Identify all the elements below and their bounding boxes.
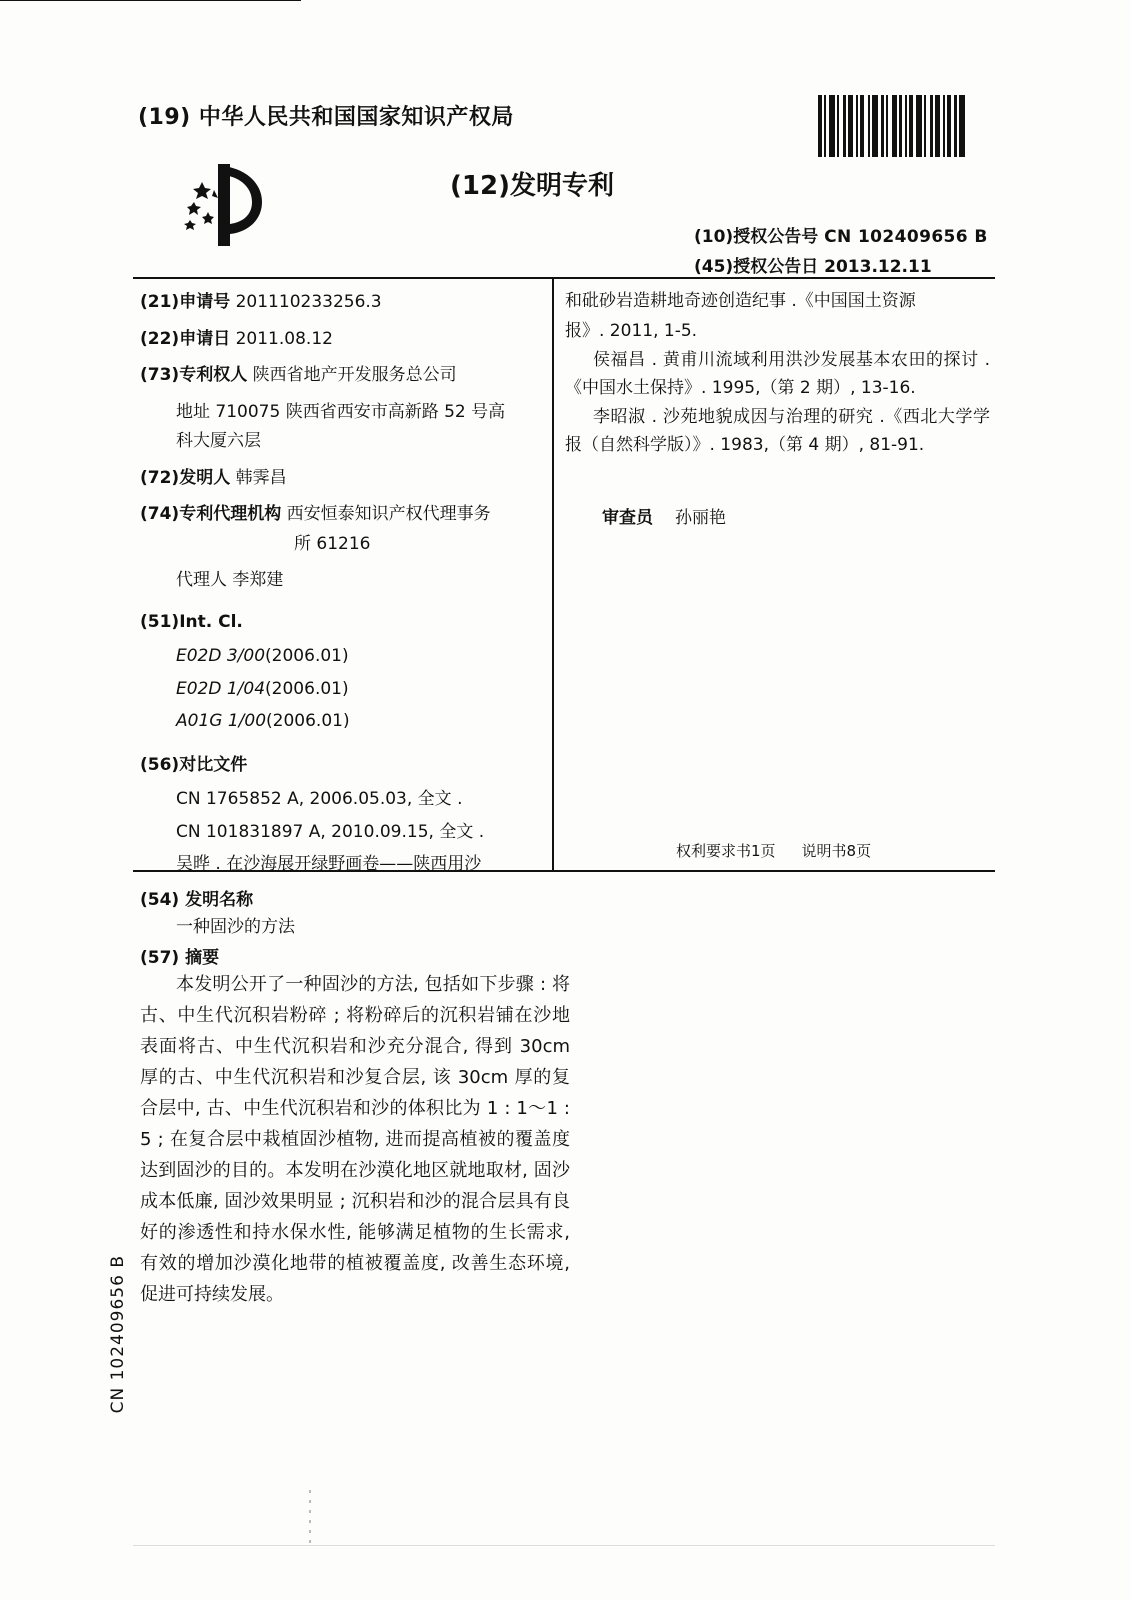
field-ipc xyxy=(140,610,540,636)
field-application-date xyxy=(140,327,540,353)
examiner xyxy=(602,503,726,528)
agency-label: 专利代理机构 xyxy=(179,504,282,524)
agency-line-2 xyxy=(140,532,540,558)
ipc-code: (51) xyxy=(140,611,180,632)
page-count xyxy=(676,840,871,861)
divider-footer xyxy=(133,1545,995,1546)
reference-item: CN 1765852 A, 2006.05.03, 全文 . xyxy=(176,789,463,809)
ipc-symbol: E02D 1/04 xyxy=(176,678,266,699)
citations-column xyxy=(565,288,990,461)
publication-date-value: 2013.12.11 xyxy=(824,257,932,277)
divider-top xyxy=(133,277,995,279)
examiner-label: 审查员 xyxy=(602,508,653,528)
bibliographic-column xyxy=(140,290,540,885)
agent-label: 代理人 xyxy=(176,570,227,590)
field-agent xyxy=(140,568,540,594)
field-agency xyxy=(140,502,540,528)
divider-vertical xyxy=(552,277,554,870)
address-line-2-row xyxy=(140,429,540,455)
side-publication-number: CN 102409656 B xyxy=(108,1255,128,1414)
fold-mark xyxy=(309,1490,311,1550)
office-line xyxy=(138,100,514,131)
reference-item: CN 101831897 A, 2010.09.15, 全文 . xyxy=(176,821,485,842)
assignee-value: 陕西省地产开发服务总公司 xyxy=(252,365,457,385)
country-code: (19) xyxy=(138,105,191,130)
field-application-number xyxy=(140,290,540,316)
publication-number-label: (10)授权公告号 xyxy=(694,227,819,247)
barcode xyxy=(818,95,988,157)
citation-cont-line-2: 报》. 2011, 1-5. xyxy=(565,320,698,341)
ipc-item xyxy=(140,644,540,670)
field-address xyxy=(140,400,540,426)
references-code: (56) xyxy=(140,754,180,775)
address-line-2: 科大厦六层 xyxy=(176,431,261,451)
ipc-symbol: A01G 1/00 xyxy=(176,711,267,731)
field-inventor xyxy=(140,466,540,492)
application-date-label: 申请日 xyxy=(179,328,231,349)
publication-number-value: CN 102409656 B xyxy=(824,227,988,247)
field-assignee xyxy=(140,363,540,389)
application-number-value: 201110233256.3 xyxy=(235,292,382,312)
publication-date xyxy=(694,252,932,277)
ipc-version: (2006.01) xyxy=(266,711,350,731)
ipc-version: (2006.01) xyxy=(265,678,349,699)
abstract-code: (57) xyxy=(140,948,180,968)
reference-item: 吴晔 . 在沙海展开绿野画卷——陕西用沙 xyxy=(176,854,482,874)
address-label: 地址 xyxy=(176,401,210,422)
ipc-version: (2006.01) xyxy=(265,646,349,666)
abstract-text: 本发明公开了一种固沙的方法, 包括如下步骤 : 将古、中生代沉积岩粉碎 ; 将粉碎后的沉积岩铺在沙地表面将古、中生代沉积岩和沙充分混合, 得到 30cm 厚的古、中生代沉积岩和沙复合层, 该 30cm 厚的复合层中, 古、中生代沉积岩和沙的体积比为 1 : 1～1 : 5 ; 在复合层中栽植固沙植物, 进而提高植被的覆盖度达到固沙的目的。本发明在沙漠化地区就地取材, 固沙成本低廉, 固沙效果明显 ; 沉积岩和沙的混合层具有良好的渗透性和持水保水性, 能够满足植物的生长需求, 有效的增加沙漠化地带的植被覆盖度, 改善生态环境, 促进可持续发展。 xyxy=(140,974,570,1305)
abstract-label: 摘要 xyxy=(185,948,220,968)
publication-number xyxy=(694,222,988,247)
cnipa-emblem-icon xyxy=(178,160,298,250)
agency-value: 西安恒泰知识产权代理事务 xyxy=(286,504,491,524)
application-date-code: (22) xyxy=(140,328,180,349)
document-type-code: (12) xyxy=(450,171,510,201)
citation-entry: 侯福昌 . 黄甫川流域利用洪沙发展基本农田的探讨 .《中国水土保持》. 1995,（第 2 期）, 13-16. xyxy=(565,350,990,398)
document-type-label: 发明专利 xyxy=(509,171,614,201)
application-number-code: (21) xyxy=(140,292,180,312)
examiner-value: 孙丽艳 xyxy=(675,508,726,528)
assignee-label: 专利权人 xyxy=(179,365,248,385)
divider-pubinfo xyxy=(0,0,301,1)
ipc-label: Int. Cl. xyxy=(179,611,243,632)
citation-entry: 李昭淑 . 沙苑地貌成因与治理的研究 .《西北大学学报（自然科学版）》. 1983,（第 4 期）, 81-91. xyxy=(565,407,990,455)
inventor-value: 韩霁昌 xyxy=(235,467,287,488)
ipc-item xyxy=(140,677,540,703)
publication-date-label: (45)授权公告日 xyxy=(694,257,819,277)
address-line-1: 710075 陕西省西安市高新路 52 号高 xyxy=(215,401,506,422)
page-count-description: 说明书8页 xyxy=(801,842,872,860)
office-name: 中华人民共和国国家知识产权局 xyxy=(198,105,514,130)
inventor-label: 发明人 xyxy=(179,467,231,488)
abstract-field xyxy=(140,943,219,968)
invention-title-label: 发明名称 xyxy=(185,890,254,910)
invention-title-code: (54) xyxy=(140,890,180,910)
citation-cont-line-1: 和砒砂岩造耕地奇迹创造纪事 .《中国国土资源 xyxy=(565,291,916,311)
invention-title-value: 一种固沙的方法 xyxy=(176,917,295,937)
agency-code: (74) xyxy=(140,504,180,524)
document-type xyxy=(450,165,614,202)
ipc-item xyxy=(140,709,540,735)
agency-value-2: 所 61216 xyxy=(294,533,371,554)
page-count-claims: 权利要求书1页 xyxy=(676,842,776,860)
application-number-label: 申请号 xyxy=(179,292,231,312)
agent-value: 李郑建 xyxy=(232,570,284,590)
invention-title-field xyxy=(140,885,253,910)
ipc-symbol: E02D 3/00 xyxy=(176,646,266,666)
assignee-code: (73) xyxy=(140,365,180,385)
references-label: 对比文件 xyxy=(179,754,248,775)
field-references xyxy=(140,753,540,779)
inventor-code: (72) xyxy=(140,467,180,488)
application-date-value: 2011.08.12 xyxy=(235,328,333,349)
